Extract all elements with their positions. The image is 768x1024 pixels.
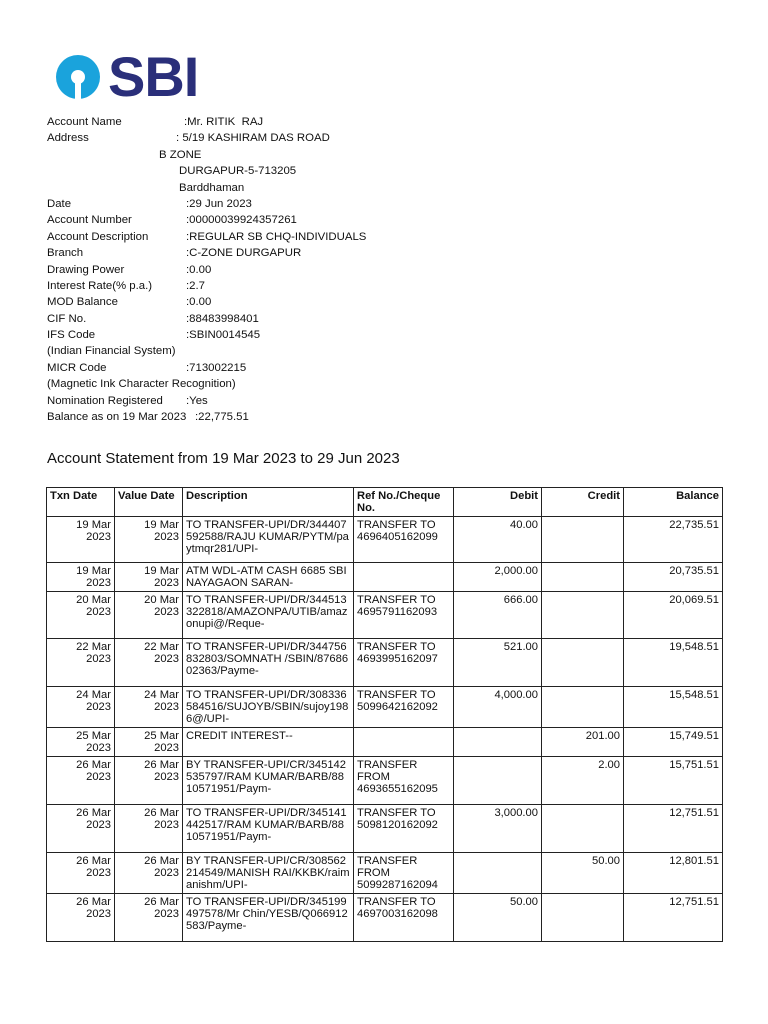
header-txn-date: Txn Date xyxy=(47,488,115,517)
account-detail-value: :Mr. RITIK RAJ xyxy=(184,116,264,128)
cell-credit xyxy=(542,805,624,853)
cell-debit: 40.00 xyxy=(454,517,542,563)
cell-debit: 666.00 xyxy=(454,592,542,639)
sbi-logo xyxy=(54,45,199,108)
cell-value-date: 22 Mar 2023 xyxy=(115,639,183,687)
cell-value-date: 26 Mar 2023 xyxy=(115,853,183,894)
account-detail-value: :Yes xyxy=(186,394,208,407)
cell-balance: 15,749.51 xyxy=(624,728,723,757)
transactions-table xyxy=(46,487,723,942)
cell-balance: 20,735.51 xyxy=(624,563,723,592)
account-detail-value: :00000039924357261 xyxy=(186,214,297,227)
account-detail-value: :C-ZONE DURGAPUR xyxy=(186,247,302,260)
cell-balance: 20,069.51 xyxy=(624,592,723,639)
cell-ref xyxy=(354,728,454,757)
cell-balance: 19,548.51 xyxy=(624,639,723,687)
account-detail-label: Address xyxy=(47,132,89,145)
cell-debit xyxy=(454,853,542,894)
cell-credit xyxy=(542,639,624,687)
cell-txn-date: 20 Mar 2023 xyxy=(47,592,115,639)
cell-debit: 521.00 xyxy=(454,639,542,687)
account-detail-value: B ZONE xyxy=(159,148,202,161)
account-detail-label: Interest Rate(% p.a.) xyxy=(47,279,153,292)
cell-ref: TRANSFER TO 4696405162099 xyxy=(354,517,454,563)
cell-debit: 2,000.00 xyxy=(454,563,542,592)
cell-txn-date: 19 Mar 2023 xyxy=(47,517,115,563)
cell-value-date: 26 Mar 2023 xyxy=(115,894,183,942)
table-row xyxy=(47,894,723,942)
header-ref: Ref No./Cheque No. xyxy=(354,488,454,517)
account-detail-label: Balance as on 19 Mar 2023 xyxy=(47,411,187,424)
account-detail-label: Account Description xyxy=(47,230,149,243)
table-header-row xyxy=(47,488,723,517)
cell-value-date: 19 Mar 2023 xyxy=(115,563,183,592)
cell-txn-date: 25 Mar 2023 xyxy=(47,728,115,757)
account-detail-label: MICR Code xyxy=(47,361,107,374)
account-detail-label: CIF No. xyxy=(47,312,87,325)
table-row xyxy=(47,728,723,757)
cell-description: TO TRANSFER-UPI/DR/345199497578/Mr Chin/YESB/Q066912583/Payme- xyxy=(183,894,354,942)
cell-txn-date: 26 Mar 2023 xyxy=(47,894,115,942)
table-row xyxy=(47,757,723,805)
account-detail-label: MOD Balance xyxy=(47,296,118,309)
account-detail-label: Drawing Power xyxy=(47,263,125,276)
cell-txn-date: 22 Mar 2023 xyxy=(47,639,115,687)
cell-txn-date: 24 Mar 2023 xyxy=(47,687,115,728)
account-detail-value: :2.7 xyxy=(186,279,205,292)
cell-description: TO TRANSFER-UPI/DR/344756832803/SOMNATH /SBIN/8768602363/Payme- xyxy=(183,639,354,687)
account-detail-value: :REGULAR SB CHQ-INDIVIDUALS xyxy=(186,230,367,243)
cell-value-date: 24 Mar 2023 xyxy=(115,687,183,728)
cell-credit: 201.00 xyxy=(542,728,624,757)
cell-txn-date: 26 Mar 2023 xyxy=(47,805,115,853)
cell-ref: TRANSFER TO 5098120162092 xyxy=(354,805,454,853)
cell-ref: TRANSFER TO 4695791162093 xyxy=(354,592,454,639)
cell-credit xyxy=(542,592,624,639)
account-detail-value: :22,775.51 xyxy=(195,411,249,424)
cell-description: BY TRANSFER-UPI/CR/308562214549/MANISH RAI/KKBK/raimanishm/UPI- xyxy=(183,853,354,894)
cell-description: TO TRANSFER-UPI/DR/344407592588/RAJU KUMAR/PYTM/paytmqr281/UPI- xyxy=(183,517,354,563)
cell-ref: TRANSFER FROM 5099287162094 xyxy=(354,853,454,894)
cell-ref: TRANSFER TO 5099642162092 xyxy=(354,687,454,728)
cell-credit xyxy=(542,563,624,592)
account-detail-value: :29 Jun 2023 xyxy=(186,197,252,210)
cell-credit xyxy=(542,894,624,942)
cell-ref: TRANSFER TO 4697003162098 xyxy=(354,894,454,942)
cell-ref: TRANSFER TO 4693995162097 xyxy=(354,639,454,687)
cell-value-date: 20 Mar 2023 xyxy=(115,592,183,639)
cell-ref xyxy=(354,563,454,592)
sbi-logo-mark-icon xyxy=(54,53,102,101)
table-row xyxy=(47,805,723,853)
account-detail-label: Date xyxy=(47,197,72,210)
cell-balance: 15,751.51 xyxy=(624,757,723,805)
table-row xyxy=(47,687,723,728)
table-row xyxy=(47,592,723,639)
table-row xyxy=(47,853,723,894)
header-value-date: Value Date xyxy=(115,488,183,517)
cell-txn-date: 26 Mar 2023 xyxy=(47,853,115,894)
cell-credit xyxy=(542,687,624,728)
cell-value-date: 25 Mar 2023 xyxy=(115,728,183,757)
cell-description: CREDIT INTEREST-- xyxy=(183,728,354,757)
cell-balance: 12,751.51 xyxy=(624,894,723,942)
cell-debit: 4,000.00 xyxy=(454,687,542,728)
cell-description: TO TRANSFER-UPI/DR/308336584516/SUJOYB/SBIN/sujoy1986@/UPI- xyxy=(183,687,354,728)
cell-balance: 22,735.51 xyxy=(624,517,723,563)
cell-balance: 12,801.51 xyxy=(624,853,723,894)
cell-description: TO TRANSFER-UPI/DR/344513322818/AMAZONPA/UTIB/amazonupi@/Reque- xyxy=(183,592,354,639)
cell-ref: TRANSFER FROM 4693655162095 xyxy=(354,757,454,805)
header-debit: Debit xyxy=(454,488,542,517)
cell-value-date: 26 Mar 2023 xyxy=(115,805,183,853)
account-detail-value: :0.00 xyxy=(186,263,212,276)
cell-txn-date: 19 Mar 2023 xyxy=(47,563,115,592)
cell-description: ATM WDL-ATM CASH 6685 SBI NAYAGAON SARAN- xyxy=(183,563,354,592)
header-description: Description xyxy=(183,488,354,517)
account-detail-value: : 5/19 KASHIRAM DAS ROAD xyxy=(176,132,330,145)
cell-description: BY TRANSFER-UPI/CR/345142535797/RAM KUMAR/BARB/8810571951/Paym- xyxy=(183,757,354,805)
table-row xyxy=(47,517,723,563)
cell-debit: 50.00 xyxy=(454,894,542,942)
cell-value-date: 26 Mar 2023 xyxy=(115,757,183,805)
account-detail-label: Account Number xyxy=(47,214,132,227)
account-detail-label: Account Name xyxy=(47,116,122,128)
account-detail-value: DURGAPUR-5-713205 xyxy=(179,165,297,178)
account-detail-label: Branch xyxy=(47,247,84,260)
statement-title: Account Statement from 19 Mar 2023 to 29 Jun 2023 xyxy=(47,450,400,467)
cell-value-date: 19 Mar 2023 xyxy=(115,517,183,563)
cell-debit xyxy=(454,757,542,805)
header-credit: Credit xyxy=(542,488,624,517)
account-detail-value: :SBIN0014545 xyxy=(186,329,261,342)
header-balance: Balance xyxy=(624,488,723,517)
table-row xyxy=(47,563,723,592)
account-detail-label: (Magnetic Ink Character Recognition) xyxy=(47,378,236,391)
account-detail-value: :713002215 xyxy=(186,361,247,374)
account-detail-value: :0.00 xyxy=(186,296,212,309)
cell-txn-date: 26 Mar 2023 xyxy=(47,757,115,805)
cell-debit: 3,000.00 xyxy=(454,805,542,853)
account-detail-label: Nomination Registered xyxy=(47,394,163,407)
cell-balance: 12,751.51 xyxy=(624,805,723,853)
cell-credit: 2.00 xyxy=(542,757,624,805)
account-detail-value: Barddhaman xyxy=(179,181,245,194)
sbi-logo-text: SBI xyxy=(108,45,199,108)
cell-description: TO TRANSFER-UPI/DR/345141442517/RAM KUMAR/BARB/8810571951/Paym- xyxy=(183,805,354,853)
account-detail-label: (Indian Financial System) xyxy=(47,345,176,358)
account-detail-label: IFS Code xyxy=(47,329,96,342)
cell-credit xyxy=(542,517,624,563)
cell-debit xyxy=(454,728,542,757)
account-detail-value: :88483998401 xyxy=(186,312,259,325)
cell-credit: 50.00 xyxy=(542,853,624,894)
cell-balance: 15,548.51 xyxy=(624,687,723,728)
table-row xyxy=(47,639,723,687)
